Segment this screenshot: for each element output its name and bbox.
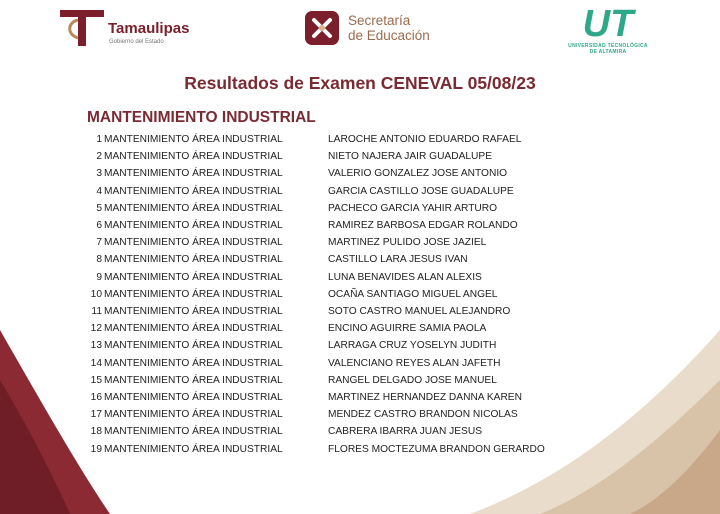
row-student-name: SOTO CASTRO MANUEL ALEJANDRO: [328, 306, 511, 317]
row-number: 8: [96, 254, 102, 266]
row-career: MANTENIMIENTO ÁREA INDUSTRIAL: [104, 443, 283, 455]
row-career: MANTENIMIENTO ÁREA INDUSTRIAL: [104, 134, 283, 145]
row-student-name: GARCIA CASTILLO JOSE GUADALUPE: [328, 185, 514, 197]
row-number: 4: [96, 185, 102, 197]
tamaulipas-logo: [58, 6, 198, 50]
tamaulipas-name: Tamaulipas: [108, 20, 190, 37]
ut-logo-mark: UT: [582, 4, 634, 40]
result-row: [0, 409, 720, 426]
row-number: 9: [96, 271, 102, 283]
row-student-name: LAROCHE ANTONIO EDUARDO RAFAEL: [328, 134, 522, 145]
row-career: MANTENIMIENTO ÁREA INDUSTRIAL: [104, 392, 283, 403]
result-row: [0, 186, 720, 203]
row-number: 5: [96, 202, 102, 214]
result-row: [0, 426, 720, 443]
row-number: 13: [90, 340, 102, 352]
row-number: 10: [90, 288, 102, 300]
secretaria-line1: Secretaría: [348, 13, 411, 28]
page-title: Resultados de Examen CENEVAL 05/08/23: [184, 73, 536, 93]
row-student-name: CABRERA IBARRA JUAN JESUS: [328, 426, 482, 438]
row-number: 3: [96, 168, 102, 180]
row-career: MANTENIMIENTO ÁREA INDUSTRIAL: [104, 340, 283, 352]
row-student-name: MARTINEZ HERNANDEZ DANNA KAREN: [328, 392, 522, 403]
row-career: MANTENIMIENTO ÁREA INDUSTRIAL: [104, 374, 283, 386]
result-row: [0, 151, 720, 168]
row-number: 15: [90, 374, 102, 386]
row-number: 2: [96, 151, 102, 163]
result-row: [0, 323, 720, 340]
row-number: 16: [90, 392, 102, 403]
ut-line2: DE ALTAMIRA: [589, 49, 627, 55]
row-career: MANTENIMIENTO ÁREA INDUSTRIAL: [104, 288, 283, 300]
result-row: [0, 289, 720, 306]
row-career: MANTENIMIENTO ÁREA INDUSTRIAL: [104, 323, 283, 335]
row-number: 7: [96, 237, 102, 249]
row-career: MANTENIMIENTO ÁREA INDUSTRIAL: [104, 409, 283, 421]
result-row: [0, 444, 720, 461]
row-student-name: MARTINEZ PULIDO JOSE JAZIEL: [328, 237, 487, 249]
result-row: [0, 220, 720, 237]
row-student-name: VALENCIANO REYES ALAN JAFETH: [328, 357, 501, 369]
row-career: MANTENIMIENTO ÁREA INDUSTRIAL: [104, 237, 283, 249]
ut-logo-mark-icon: [565, 4, 651, 40]
row-career: MANTENIMIENTO ÁREA INDUSTRIAL: [104, 306, 283, 317]
tamaulipas-subtitle: Gobierno del Estado: [109, 39, 164, 45]
row-number: 19: [90, 443, 102, 455]
row-number: 18: [90, 426, 102, 438]
row-career: MANTENIMIENTO ÁREA INDUSTRIAL: [104, 202, 283, 214]
result-row: [0, 203, 720, 220]
row-career: MANTENIMIENTO ÁREA INDUSTRIAL: [104, 185, 283, 197]
result-row: [0, 272, 720, 289]
secretaria-logo: [304, 10, 444, 46]
ut-logo: [565, 4, 651, 56]
row-student-name: OCAÑA SANTIAGO MIGUEL ANGEL: [328, 288, 498, 300]
result-row: [0, 358, 720, 375]
row-career: MANTENIMIENTO ÁREA INDUSTRIAL: [104, 254, 283, 266]
row-number: 11: [91, 306, 102, 317]
row-student-name: MENDEZ CASTRO BRANDON NICOLAS: [328, 409, 518, 421]
tamaulipas-logo-mark-icon: [58, 6, 106, 50]
row-number: 6: [96, 220, 102, 231]
row-career: MANTENIMIENTO ÁREA INDUSTRIAL: [104, 168, 283, 180]
result-row: [0, 168, 720, 185]
result-row: [0, 254, 720, 271]
row-career: MANTENIMIENTO ÁREA INDUSTRIAL: [104, 271, 283, 283]
result-row: [0, 392, 720, 409]
row-student-name: CASTILLO LARA JESUS IVAN: [328, 254, 468, 266]
secretaria-line2: de Educación: [348, 28, 430, 43]
row-student-name: RAMIREZ BARBOSA EDGAR ROLANDO: [328, 220, 518, 231]
row-student-name: LARRAGA CRUZ YOSELYN JUDITH: [328, 340, 497, 352]
secretaria-logo-mark-icon: [304, 10, 340, 46]
row-student-name: VALERIO GONZALEZ JOSE ANTONIO: [328, 168, 508, 180]
row-career: MANTENIMIENTO ÁREA INDUSTRIAL: [104, 357, 283, 369]
row-career: MANTENIMIENTO ÁREA INDUSTRIAL: [104, 426, 283, 438]
result-row: [0, 375, 720, 392]
row-student-name: NIETO NAJERA JAIR GUADALUPE: [328, 151, 492, 163]
row-number: 14: [90, 357, 102, 369]
row-student-name: PACHECO GARCIA YAHIR ARTURO: [328, 202, 498, 214]
result-row: [0, 134, 720, 151]
row-student-name: FLORES MOCTEZUMA BRANDON GERARDO: [328, 443, 545, 455]
row-student-name: RANGEL DELGADO JOSE MANUEL: [328, 374, 497, 386]
row-student-name: ENCINO AGUIRRE SAMIA PAOLA: [328, 323, 487, 335]
row-career: MANTENIMIENTO ÁREA INDUSTRIAL: [104, 220, 283, 231]
ut-line1: UNIVERSIDAD TECNOLÓGICA: [568, 43, 648, 49]
result-row: [0, 306, 720, 323]
section-heading: MANTENIMIENTO INDUSTRIAL: [87, 109, 316, 126]
row-number: 1: [96, 134, 102, 145]
row-number: 17: [90, 409, 102, 421]
result-row: [0, 237, 720, 254]
row-student-name: LUNA BENAVIDES ALAN ALEXIS: [328, 271, 482, 283]
row-career: MANTENIMIENTO ÁREA INDUSTRIAL: [104, 151, 283, 163]
row-number: 12: [90, 323, 102, 335]
result-row: [0, 340, 720, 357]
